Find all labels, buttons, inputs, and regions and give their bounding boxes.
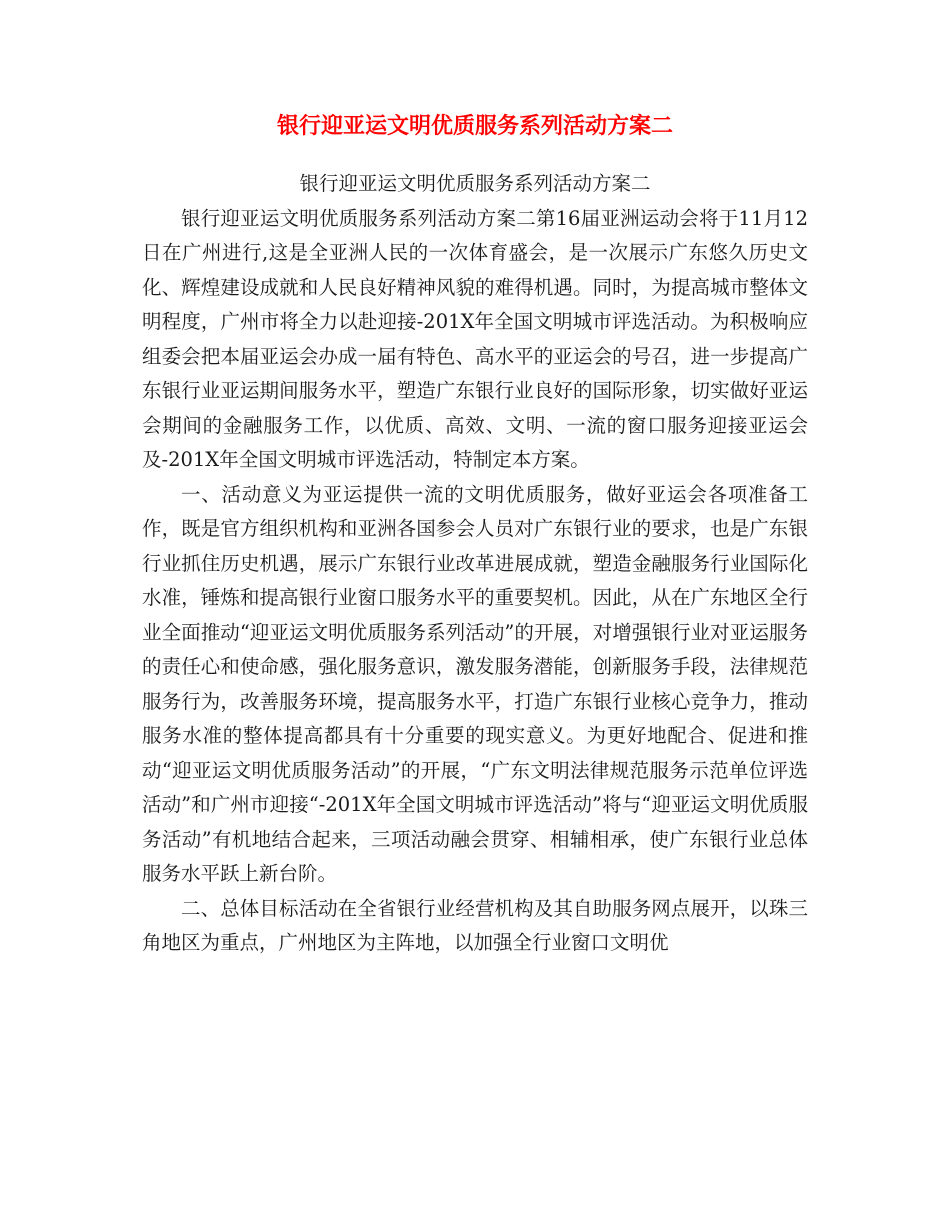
- document-title: 银行迎亚运文明优质服务系列活动方案二: [276, 114, 673, 139]
- document-body: [142, 167, 808, 961]
- paragraph-intro: 银行迎亚运文明优质服务系列活动方案二第16届亚洲运动会将于11月12日在广州进行,这是全亚洲人民的一次体育盛会，是一次展示广东悠久历史文化、辉煌建设成就和人民良好精神风貌的难得机遇。同时，为提高城市整体文明程度，广州市将全力以赴迎接-201X年全国文明城市评选活动。为积极响应组委会把本届亚运会办成一届有特色、高水平的亚运会的号召，进一步提高广东银行业亚运期间服务水平，塑造广东银行业良好的国际形象，切实做好亚运会期间的金融服务工作，以优质、高效、文明、一流的窗口服务迎接亚运会及-201X年全国文明城市评选活动，特制定本方案。: [142, 206, 808, 471]
- paragraph-section-1: 一、活动意义为亚运提供一流的文明优质服务，做好亚运会各项准备工作，既是官方组织机构和亚洲各国参会人员对广东银行业的要求，也是广东银行业抓住历史机遇，展示广东银行业改革进展成就，塑造金融服务行业国际化水准，锤炼和提高银行业窗口服务水平的重要契机。因此，从在广东地区全行业全面推动“迎亚运文明优质服务系列活动”的开展，对增强银行业对亚运服务的责任心和使命感，强化服务意识，激发服务潜能，创新服务手段，法律规范服务行为，改善服务环境，提高服务水平，打造广东银行业核心竞争力，推动服务水准的整体提高都具有十分重要的现实意义。为更好地配合、促进和推动“迎亚运文明优质服务活动”的开展，“广东文明法律规范服务示范单位评选活动”和广州市迎接“-201X年全国文明城市评选活动”将与“迎亚运文明优质服务活动”有机地结合起来，三项活动融会贯穿、相辅相承，使广东银行业总体服务水平跃上新台阶。: [142, 482, 808, 885]
- paragraph-section-2: 二、总体目标活动在全省银行业经营机构及其自助服务网点展开，以珠三角地区为重点，广州地区为主阵地，以加强全行业窗口文明优: [142, 896, 808, 954]
- document-subtitle: 银行迎亚运文明优质服务系列活动方案二: [299, 172, 651, 195]
